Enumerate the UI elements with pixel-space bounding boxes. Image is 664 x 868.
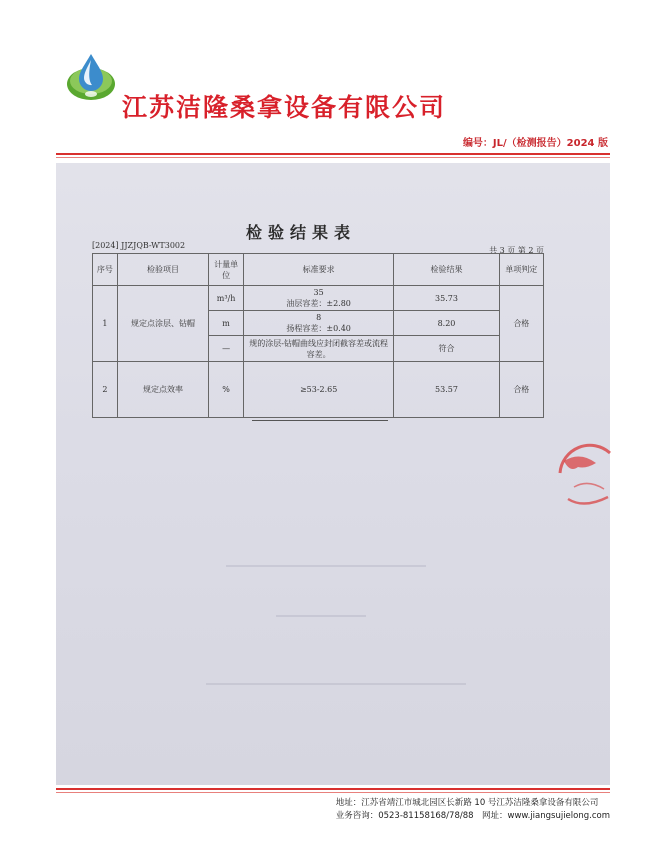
company-name: 江苏洁隆桑拿设备有限公司 [122, 93, 447, 122]
row-unit: m³/h [209, 286, 244, 311]
header-rule [56, 153, 610, 155]
red-seal-icon [550, 443, 614, 519]
row-verdict: 合格 [499, 362, 543, 418]
results-table [92, 253, 544, 418]
row-unit: — [209, 336, 244, 362]
row-result: 35.73 [394, 286, 499, 311]
requirement-value: 35 [313, 288, 324, 297]
table-row [93, 362, 544, 418]
bleed-through-mark [206, 683, 466, 685]
document-number: 编号：JL/（检测报告）2024 版 [462, 138, 608, 149]
footer-contact: 业务咨询：0523-81158168/78/88 网址：www.jiangsujielong.com [335, 811, 610, 821]
report-title: 检验结果表 [246, 223, 357, 242]
header-cell: 检验结果 [394, 254, 499, 286]
header-rule-thin [56, 157, 610, 158]
row-result: 符合 [394, 336, 499, 362]
footer-address: 地址：江苏省靖江市城北园区长新路 10 号江苏洁隆桑拿设备有限公司 [335, 798, 599, 808]
bleed-through-mark [276, 615, 366, 617]
footer-rule [56, 788, 610, 790]
row-result: 53.57 [394, 362, 499, 418]
report-code: [2024] JJZJQB-WT3002 [92, 241, 186, 250]
row-requirement: 规的涂层-钻帽曲线应封闭截容差或流程容差。 [243, 336, 393, 362]
row-unit: m [209, 311, 244, 336]
header-cell: 检验项目 [117, 254, 208, 286]
company-logo-icon [62, 50, 120, 104]
header-cell: 单项判定 [499, 254, 543, 286]
table-header-row [93, 254, 544, 286]
header-cell: 序号 [93, 254, 118, 286]
table-end-line [252, 420, 388, 421]
requirement-text: 扬程容差：±0.40 [286, 324, 351, 333]
row-result: 8.20 [394, 311, 499, 336]
row-verdict: 合格 [499, 286, 543, 362]
row-unit: % [209, 362, 244, 418]
footer-rule-thin [56, 792, 610, 793]
header-cell: 计量单位 [209, 254, 244, 286]
row-number: 2 [93, 362, 118, 418]
table-row [93, 286, 544, 311]
row-requirement [243, 286, 393, 311]
row-number: 1 [93, 286, 118, 362]
row-requirement [243, 311, 393, 336]
report-page: 共 3 页 第 2 页 [489, 246, 544, 255]
row-item: 规定点涂层、钻帽 [117, 286, 208, 362]
row-item: 规定点效率 [117, 362, 208, 418]
header-cell: 标准要求 [243, 254, 393, 286]
row-requirement: ≥53-2.65 [243, 362, 393, 418]
footer [336, 797, 610, 823]
scanned-report [56, 163, 610, 785]
requirement-value: 8 [316, 313, 322, 322]
bleed-through-mark [226, 565, 426, 567]
requirement-text: 油层容差：±2.80 [286, 299, 351, 308]
